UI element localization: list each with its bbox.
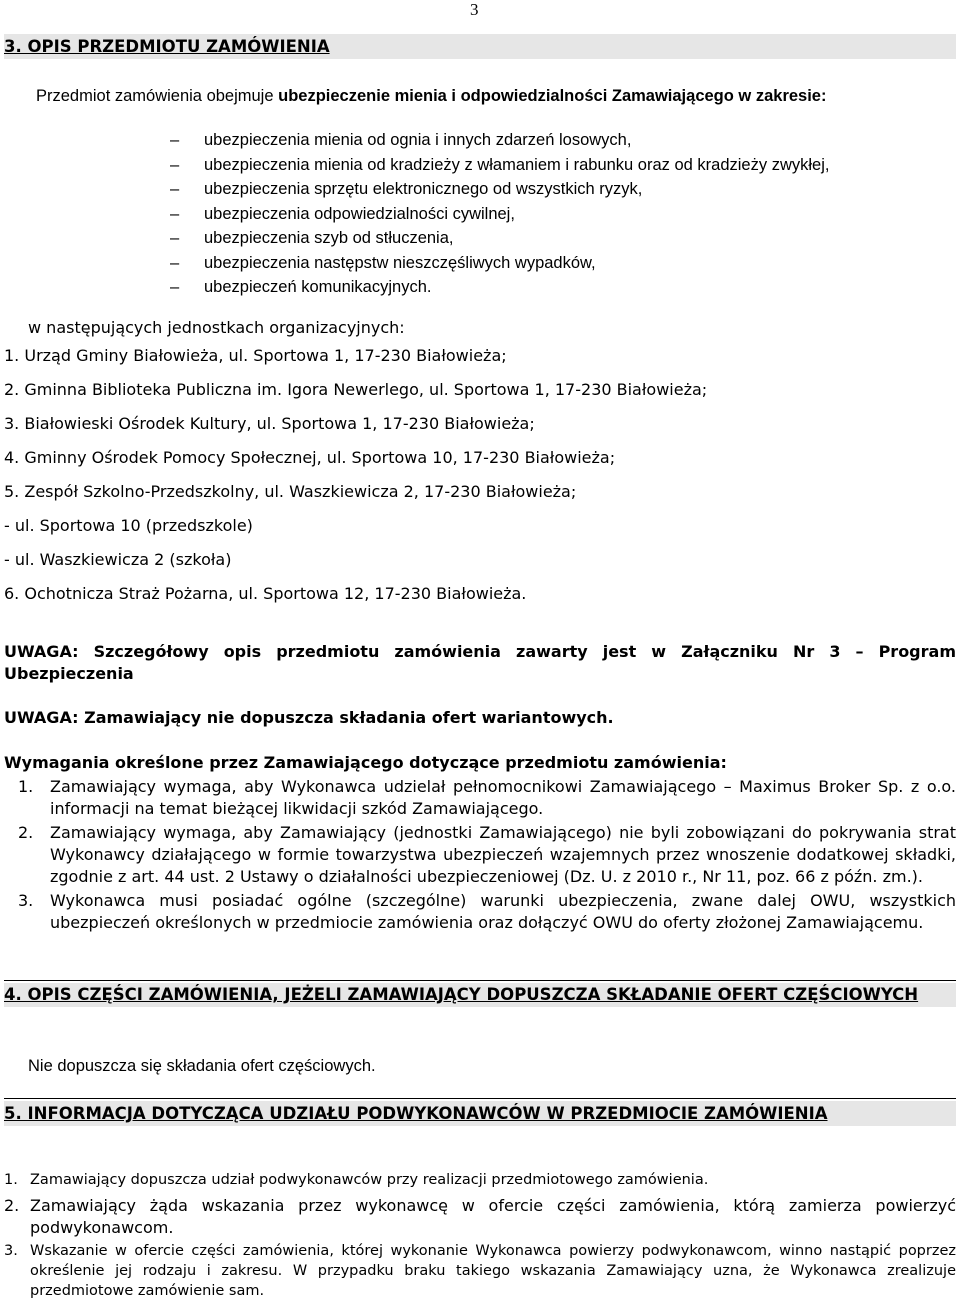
list-item: – ubezpieczenia szyb od stłuczenia, [170,226,950,251]
unit-item: 3. Białowieski Ośrodek Kultury, ul. Sportowa 1, 17-230 Białowieża; [4,414,535,433]
list-number: 3. [4,1243,18,1259]
list-item: 1. Zamawiający wymaga, aby Wykonawca udzielał pełnomocnikowi Zamawiającego – Maximus Broker Sp. z o.o. informacji na temat bieżącej likwidacji szkód Zamawiającego. [18,777,956,818]
section-4-heading-text: 4. OPIS CZĘŚCI ZAMÓWIENIA, JEŻELI ZAMAWIAJĄCY DOPUSZCZA SKŁADANIE OFERT CZĘŚCIOWYCH [4,985,919,1004]
list-item: – ubezpieczenia następstw nieszczęśliwych wypadków, [170,251,950,276]
unit-item: 1. Urząd Gminy Białowieża, ul. Sportowa 1, 17-230 Białowieża; [4,346,507,365]
list-item: – ubezpieczeń komunikacyjnych. [170,275,950,300]
note-variants: UWAGA: Zamawiający nie dopuszcza składania ofert wariantowych. [4,708,614,727]
unit-item: 4. Gminny Ośrodek Pomocy Społecznej, ul. Sportowa 10, 17-230 Białowieża; [4,448,616,467]
list-item: – ubezpieczenia odpowiedzialności cywilnej, [170,202,950,227]
dash-bullet: – [170,278,180,296]
dash-bullet: – [170,204,180,223]
unit-item: 5. Zespół Szkolno-Przedszkolny, ul. Waszkiewicza 2, 17-230 Białowieża; [4,482,577,501]
intro-plain: Przedmiot zamówienia obejmuje [36,87,279,105]
unit-item: 6. Ochotnicza Straż Pożarna, ul. Sportowa 12, 17-230 Białowieża. [4,584,527,603]
note-program: UWAGA: Szczegółowy opis przedmiotu zamówienia zawarty jest w Załączniku Nr 3 – Program Ubezpieczenia [4,642,956,683]
requirements-list [18,776,956,934]
list-item: – ubezpieczenia mienia od ognia i innych zdarzeń losowych, [170,128,950,153]
list-item: 2. Zamawiający wymaga, aby Zamawiający (jednostki Zamawiającego) nie byli zobowiązani do pokrywania strat Wykonawcy działającego w formie towarzystwa ubezpieczeń wzajemnych przez wnoszenie dodatkowej składki, zgodnie z art. 44 ust. 2 Ustawy o działalności ubezpieczeniowej (Dz. U. z 2010 r., Nr 11, poz. 66 z późn. zm.). [18,823,956,886]
list-item: – ubezpieczenia sprzętu elektronicznego od wszystkich ryzyk, [170,177,950,202]
dash-bullet: – [170,253,180,272]
section-5-heading-text: 5. INFORMACJA DOTYCZĄCA UDZIAŁU PODWYKONAWCÓW W PRZEDMIOCIE ZAMÓWIENIA [4,1104,828,1123]
unit-item: 2. Gminna Biblioteka Publiczna im. Igora Newerlego, ul. Sportowa 1, 17-230 Białowieża; [4,380,708,399]
list-number: 1. [4,1172,18,1188]
list-item: 1. Zamawiający dopuszcza udział podwykonawców przy realizacji przedmiotowego zamówienia. [4,1172,709,1188]
list-number: 1. [18,777,34,796]
list-item: 3. Wykonawca musi posiadać ogólne (szczególne) warunki ubezpieczenia, zwane dalej OWU, wszystkich ubezpieczeń określonych w przedmiocie zamówienia oraz dołączyć OWU do oferty złożonej Zamawiającemu. [18,891,956,932]
list-number: 2. [18,823,34,842]
section-4-text: Nie dopuszcza się składania ofert częściowych. [28,1057,376,1075]
dash-bullet: – [170,180,180,198]
section-4-heading [4,983,956,1007]
section-3-intro [36,86,956,107]
list-number: 3. [18,891,34,910]
unit-subitem: - ul. Waszkiewicza 2 (szkoła) [4,550,232,569]
section-3-heading-text: 3. OPIS PRZEDMIOTU ZAMÓWIENIA [4,37,330,56]
section-3-heading [4,34,956,59]
units-intro: w następujących jednostkach organizacyjnych: [28,318,405,337]
intro-bold: ubezpieczenie mienia i odpowiedzialności Zamawiającego w zakresie: [278,87,827,105]
page-number: 3 [470,0,479,19]
section-5-heading [4,1101,956,1126]
section-divider [4,980,956,981]
section-divider [4,1098,956,1099]
subcontractor-list [4,1170,956,1301]
dash-bullet: – [170,131,180,149]
unit-subitem: - ul. Sportowa 10 (przedszkole) [4,516,253,535]
list-item: – ubezpieczenia mienia od kradzieży z włamaniem i rabunku oraz od kradzieży zwykłej, [170,153,950,178]
list-item: 3. Wskazanie w ofercie części zamówienia, której wykonanie Wykonawca powierzy podwykonawcom, winno nastąpić poprzez określenie jej rodzaju i zakresu. W przypadku braku takiego wskazania Zamawiający uzna, że Wykonawca zrealizuje przedmiotowe zamówienie sam. [4,1243,956,1299]
dash-bullet: – [170,155,180,174]
dash-bullet: – [170,229,180,247]
coverage-list [170,128,950,300]
requirements-heading: Wymagania określone przez Zamawiającego dotyczące przedmiotu zamówienia: [4,753,727,772]
list-item: 2. Zamawiający żąda wskazania przez wykonawcę w ofercie części zamówienia, którą zamierza powierzyć podwykonawcom. [4,1196,956,1237]
list-number: 2. [4,1196,20,1215]
